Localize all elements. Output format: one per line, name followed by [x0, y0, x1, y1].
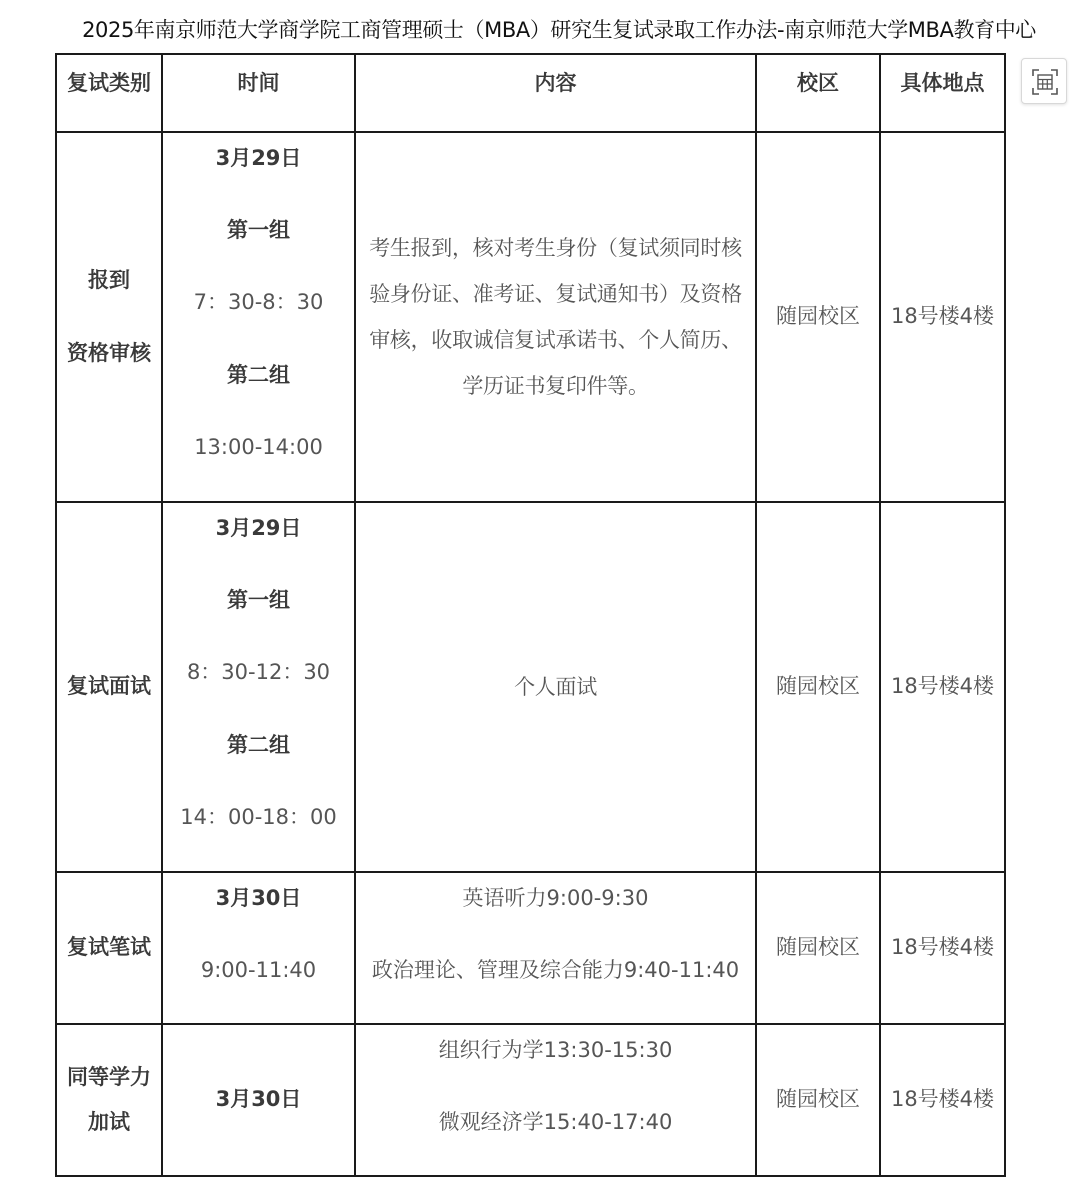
content-text: 考生报到，核对考生身份（复试须同时核验身份证、准考证、复试通知书）及资格审核，收取诚信复试承诺书、个人简历、学历证书复印件等。: [369, 236, 742, 398]
content-cell: [355, 872, 756, 1024]
group-label: 第二组: [227, 362, 290, 387]
content-cell: [355, 502, 756, 872]
group-label: 第一组: [227, 588, 290, 613]
category-label: 同等学力: [67, 1064, 151, 1089]
table-row: [56, 1024, 1005, 1176]
time-cell: [162, 502, 355, 872]
table-header-row: [56, 54, 1005, 132]
table-screenshot-button[interactable]: [1021, 58, 1067, 104]
category-label: 报到: [88, 267, 130, 292]
category-label: 复试笔试: [67, 935, 151, 960]
content-text: 个人面试: [514, 675, 597, 699]
content-cell: [355, 1024, 756, 1176]
header-campus: 校区: [756, 54, 880, 132]
time-range: 7：30-8：30: [193, 290, 324, 315]
time-cell: [162, 872, 355, 1024]
table-screenshot-icon: [1031, 68, 1059, 96]
location-cell: 18号楼4楼: [880, 872, 1005, 1024]
time-cell: [162, 1024, 355, 1176]
category-label: 加试: [88, 1110, 130, 1134]
header-location: 具体地点: [880, 54, 1005, 132]
category-cell: [56, 132, 162, 502]
content-line: 政治理论、管理及综合能力9:40-11:40: [371, 958, 740, 983]
table-row: [56, 872, 1005, 1024]
category-cell: [56, 502, 162, 872]
content-cell: [355, 132, 756, 502]
campus-cell: 随园校区: [756, 502, 880, 872]
date-label: 3月29日: [215, 516, 302, 540]
category-cell: [56, 872, 162, 1024]
header-time: 时间: [162, 54, 355, 132]
time-range: 9:00-11:40: [200, 958, 317, 983]
campus-cell: 随园校区: [756, 132, 880, 502]
group-label: 第二组: [227, 732, 290, 757]
location-cell: 18号楼4楼: [880, 132, 1005, 502]
time-range: 13:00-14:00: [194, 434, 323, 459]
date-label: 3月29日: [215, 146, 302, 170]
campus-cell: 随园校区: [756, 1024, 880, 1176]
time-range: 14：00-18：00: [180, 804, 337, 829]
header-content: 内容: [355, 54, 756, 132]
category-label: 资格审核: [67, 341, 151, 365]
campus-cell: 随园校区: [756, 872, 880, 1024]
date-label: 3月30日: [215, 1087, 302, 1112]
table-row: [56, 132, 1005, 502]
content-line: 组织行为学13:30-15:30: [438, 1038, 673, 1062]
location-cell: 18号楼4楼: [880, 502, 1005, 872]
time-cell: [162, 132, 355, 502]
time-range: 8：30-12：30: [186, 660, 331, 685]
table-row: [56, 502, 1005, 872]
location-cell: 18号楼4楼: [880, 1024, 1005, 1176]
content-line: 英语听力9:00-9:30: [462, 886, 649, 910]
category-cell: [56, 1024, 162, 1176]
group-label: 第一组: [227, 218, 290, 243]
date-label: 3月30日: [215, 886, 302, 910]
content-line: 微观经济学15:40-17:40: [438, 1110, 673, 1135]
page-title: 2025年南京师范大学商学院工商管理硕士（MBA）研究生复试录取工作办法-南京师范大学MBA教育中心: [82, 18, 1036, 42]
header-category: 复试类别: [56, 54, 162, 132]
category-label: 复试面试: [67, 674, 151, 699]
schedule-table: [55, 53, 1006, 1177]
